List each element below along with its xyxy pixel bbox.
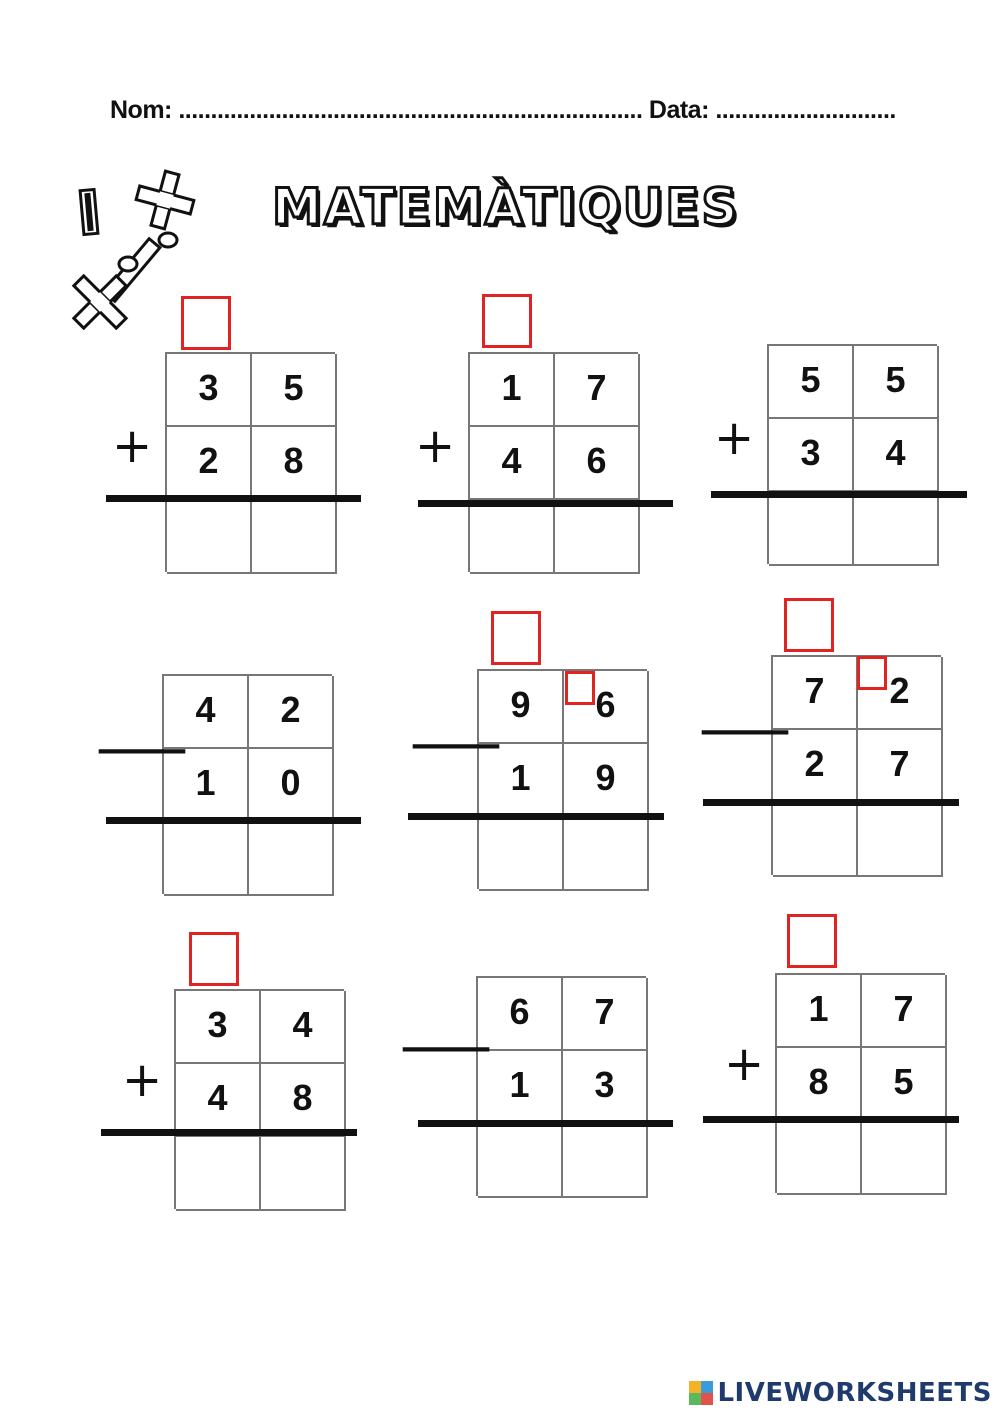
answer-tens-box[interactable] (777, 1121, 862, 1195)
bottom-units-digit: 3 (563, 1051, 648, 1124)
top-units-digit: 2 (858, 657, 943, 730)
answer-tens-box[interactable] (773, 803, 858, 877)
top-units-digit: 6 (564, 671, 649, 744)
bottom-tens-digit: 3 (769, 419, 854, 492)
bottom-units-digit: 8 (261, 1064, 346, 1137)
carry-box[interactable] (482, 294, 532, 348)
answer-units-box[interactable] (854, 492, 939, 566)
digit-grid (165, 352, 335, 572)
minus-sign: — (398, 1011, 494, 1081)
top-tens-digit: 6 (478, 978, 563, 1051)
page-title: MATEMÀTIQUES (272, 178, 740, 236)
answer-tens-box[interactable] (164, 822, 249, 896)
digit-grid (468, 352, 638, 572)
header-line (110, 96, 896, 125)
plus-sign: + (714, 410, 755, 466)
result-line (418, 1120, 673, 1127)
answer-tens-box[interactable] (176, 1137, 261, 1211)
date-label[interactable]: Data: ............................ (648, 96, 896, 124)
plus-sign: + (724, 1036, 765, 1092)
digit-grid (476, 976, 646, 1196)
top-units-digit: 5 (252, 354, 337, 427)
bottom-units-digit: 5 (862, 1048, 947, 1121)
result-line (711, 491, 967, 498)
top-tens-digit: 4 (164, 676, 249, 749)
digit-grid (771, 655, 941, 875)
liveworksheets-logo-icon (689, 1381, 713, 1405)
top-tens-digit: 9 (479, 671, 564, 744)
top-units-digit: 7 (563, 978, 648, 1051)
digit-grid (767, 344, 937, 564)
answer-units-box[interactable] (555, 500, 640, 574)
result-line (106, 817, 361, 824)
bottom-units-digit: 9 (564, 744, 649, 817)
carry-box[interactable] (189, 932, 239, 986)
plus-sign: + (112, 418, 153, 474)
result-line (418, 500, 673, 507)
result-line (101, 1129, 357, 1136)
answer-units-box[interactable] (858, 803, 943, 877)
plus-sign: + (415, 418, 456, 474)
top-units-digit: 7 (862, 975, 947, 1048)
carry-box[interactable] (181, 296, 231, 350)
bottom-tens-digit: 1 (164, 749, 249, 822)
footer-brand (689, 1378, 992, 1408)
digit-grid (775, 973, 945, 1193)
bottom-units-digit: 4 (854, 419, 939, 492)
bottom-tens-digit: 4 (470, 427, 555, 500)
divide-icon (80, 189, 98, 234)
bottom-units-digit: 8 (252, 427, 337, 500)
answer-tens-box[interactable] (167, 500, 252, 574)
minus-sign: — (94, 713, 190, 783)
plus-sign: + (122, 1052, 163, 1108)
top-tens-digit: 3 (176, 991, 261, 1064)
top-tens-digit: 1 (470, 354, 555, 427)
bottom-tens-digit: 2 (773, 730, 858, 803)
carry-box[interactable] (787, 914, 837, 968)
top-tens-digit: 1 (777, 975, 862, 1048)
digit-grid (162, 674, 332, 894)
top-tens-digit: 5 (769, 346, 854, 419)
answer-units-box[interactable] (563, 1124, 648, 1198)
top-units-digit: 7 (555, 354, 640, 427)
bottom-tens-digit: 8 (777, 1048, 862, 1121)
name-label[interactable]: Nom: ........................................................................ (110, 96, 643, 124)
answer-units-box[interactable] (862, 1121, 947, 1195)
answer-tens-box[interactable] (769, 492, 854, 566)
bottom-units-digit: 7 (858, 730, 943, 803)
result-line (408, 813, 664, 820)
minus-sign: — (697, 694, 793, 764)
answer-units-box[interactable] (249, 822, 334, 896)
digit-grid (174, 989, 344, 1209)
result-line (106, 495, 361, 502)
top-units-digit: 5 (854, 346, 939, 419)
result-line (703, 1116, 959, 1123)
bottom-tens-digit: 2 (167, 427, 252, 500)
answer-tens-box[interactable] (470, 500, 555, 574)
bottom-units-digit: 6 (555, 427, 640, 500)
minus-sign: — (408, 708, 504, 778)
plus-icon (131, 166, 200, 235)
digit-grid (477, 669, 647, 889)
top-units-digit: 2 (249, 676, 334, 749)
top-tens-digit: 3 (167, 354, 252, 427)
bottom-tens-digit: 1 (479, 744, 564, 817)
borrow-box[interactable] (565, 671, 595, 705)
answer-units-box[interactable] (261, 1137, 346, 1211)
answer-tens-box[interactable] (479, 817, 564, 891)
top-tens-digit: 7 (773, 657, 858, 730)
bottom-units-digit: 0 (249, 749, 334, 822)
brand-name: LIVEWORKSHEETS (717, 1378, 992, 1408)
carry-box[interactable] (491, 611, 541, 665)
borrow-box[interactable] (857, 656, 887, 690)
result-line (703, 799, 959, 806)
carry-box[interactable] (784, 598, 834, 652)
bottom-tens-digit: 4 (176, 1064, 261, 1137)
top-units-digit: 4 (261, 991, 346, 1064)
answer-tens-box[interactable] (478, 1124, 563, 1198)
answer-units-box[interactable] (564, 817, 649, 891)
answer-units-box[interactable] (252, 500, 337, 574)
bottom-tens-digit: 1 (478, 1051, 563, 1124)
